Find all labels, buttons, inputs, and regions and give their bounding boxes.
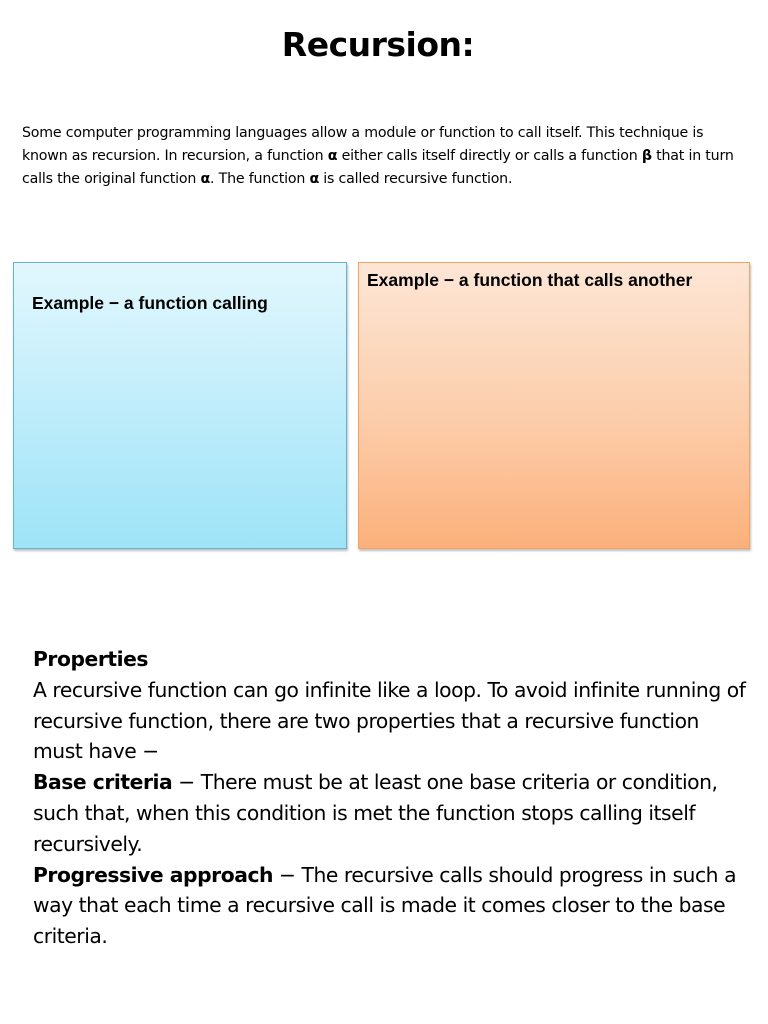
intro-text-4: . The function [210, 171, 310, 187]
beta-symbol: β [641, 148, 652, 164]
intro-paragraph [22, 122, 742, 191]
base-criteria-text: − There must be at least one base criteria or condition, such that, when this condition is met the function stops calling itself recursively. [33, 770, 718, 856]
properties-section [33, 644, 753, 952]
alpha-symbol: α [327, 148, 338, 164]
alpha-symbol: α [200, 171, 211, 187]
intro-text-2: either calls itself directly or calls a function [337, 148, 642, 164]
properties-heading: Properties [33, 647, 149, 671]
intro-text-1: Some computer programming languages allow a module or function to call itself. This technique is known as recursion. In recursion, a function [22, 125, 704, 164]
intro-text-5: is called recursive function. [319, 171, 513, 187]
alpha-symbol: α [309, 171, 319, 187]
progressive-approach-item [33, 860, 753, 952]
base-criteria-term: Base criteria [33, 770, 173, 795]
example-box-indirect-call-label: Example − a function that calls another [367, 270, 693, 290]
progressive-approach-text: − The recursive calls should progress in such a way that each time a recursive call is made it comes closer to the base criteria. [33, 862, 737, 949]
base-criteria-item [33, 767, 753, 859]
example-box-self-call [13, 262, 347, 549]
example-box-indirect-call [358, 262, 750, 549]
properties-intro: A recursive function can go infinite like a loop. To avoid infinite running of recursive function, there are two properties that a recursive function must have − [33, 677, 746, 764]
page-title: Recursion: [281, 25, 475, 64]
example-box-self-call-label: Example − a function calling [32, 293, 268, 313]
intro-text-3: that in turn calls the original function [22, 148, 734, 187]
progressive-approach-term: Progressive approach [33, 862, 274, 887]
